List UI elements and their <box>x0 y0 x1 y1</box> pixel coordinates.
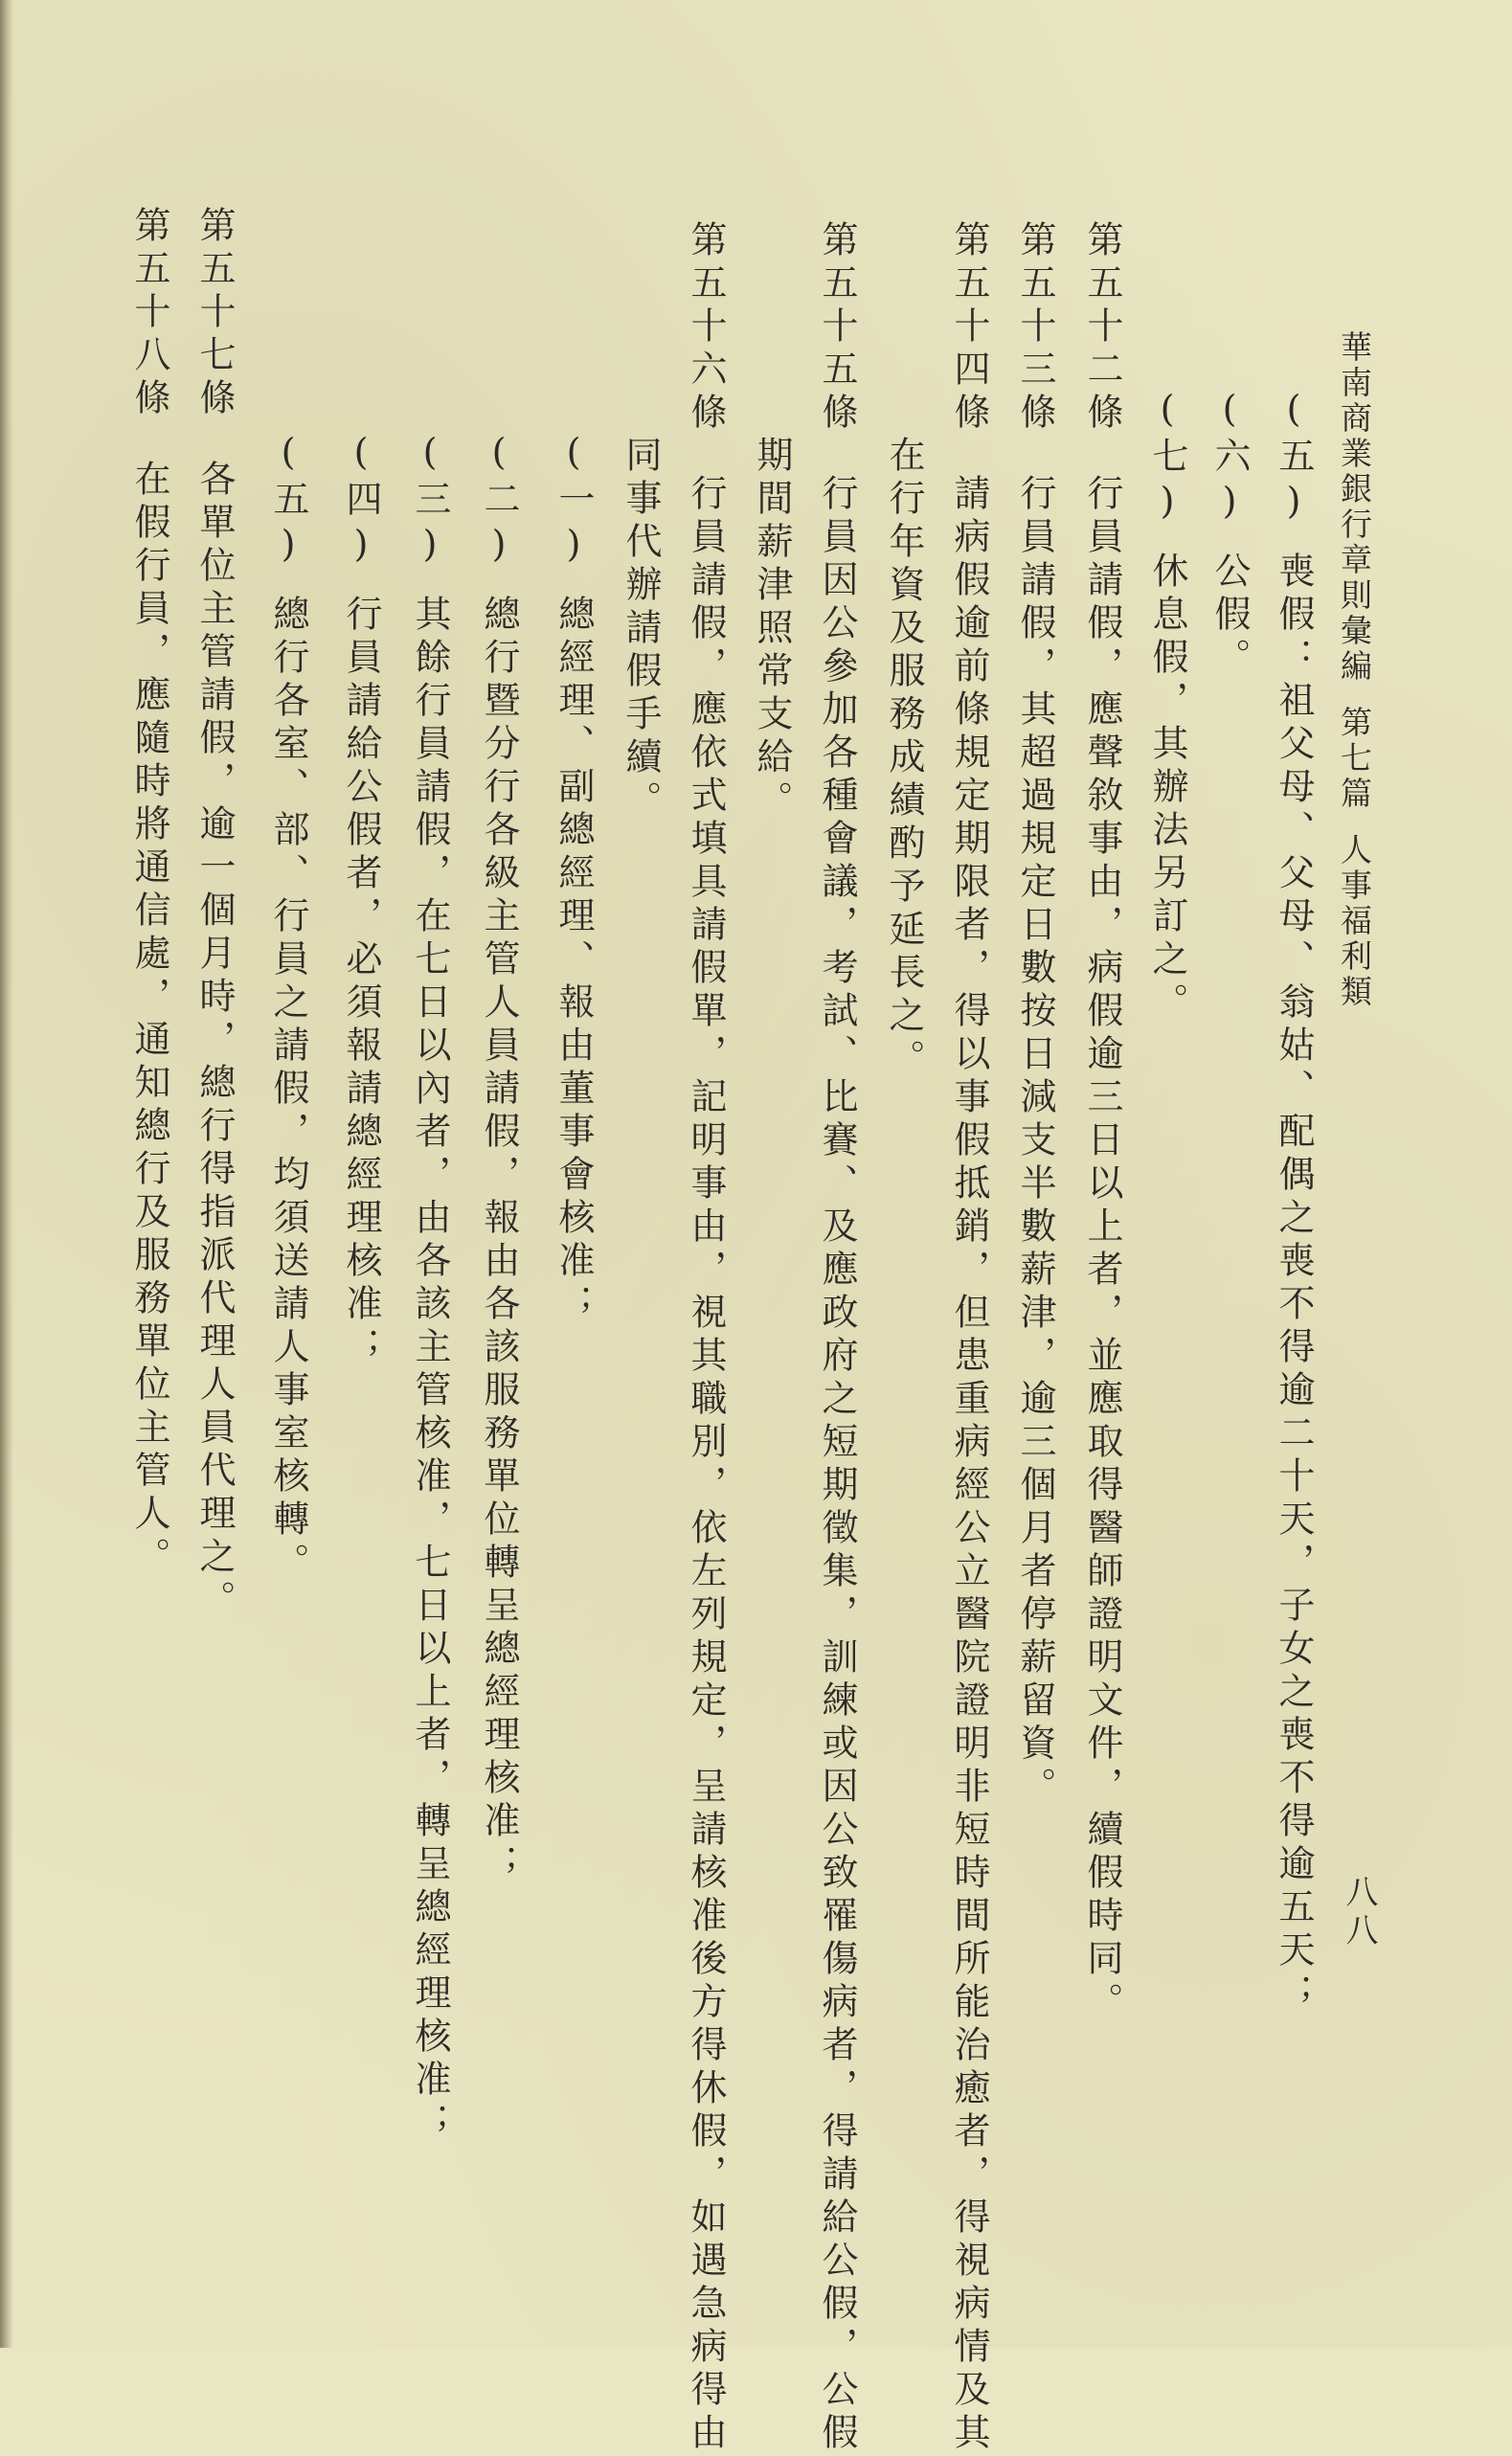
approval-item-4 <box>340 431 382 1370</box>
article-text: 行員請假，應聲敘事由，病假逾三日以上者，並應取得醫師證明文件，續假時同。 <box>1081 474 1123 2025</box>
article-number: 第五十三條 <box>1014 220 1056 436</box>
binding-edge <box>0 0 13 2348</box>
article-text: 在假行員，應隨時將通信處，通知總行及服務單位主管人。 <box>128 460 170 1580</box>
article-text: 行員請假，其超過規定日數按日減支半數薪津，逾三個月者停薪留資。 <box>1014 474 1056 1810</box>
approval-item-3 <box>409 431 451 2146</box>
item-number: (七) <box>1146 388 1188 529</box>
article-55 <box>816 220 858 2456</box>
item-text: 總行各室、部、行員之請假，均須送請人事室核轉。 <box>267 595 309 1586</box>
book-title: 華南商業銀行章則彙編 <box>1336 330 1373 685</box>
article-54-continued <box>883 436 925 1082</box>
running-header <box>1336 330 1373 1010</box>
article-text: 行員因公參加各種會議，考試、比賽、及應政府之短期徵集，訓練或因公致罹傷病者，得請給公假，公假 <box>816 474 858 2456</box>
article-56-continued <box>620 436 662 823</box>
item-text: 公假。 <box>1208 552 1251 681</box>
article-57 <box>193 206 236 1623</box>
article-53 <box>1014 220 1056 1810</box>
article-text: 請病假逾前條規定期限者，得以事假抵銷，但患重病經公立醫院證明非短時間所能治癒者，得視病情及其 <box>948 474 990 2456</box>
approval-item-1 <box>553 431 595 1327</box>
item-number: (六) <box>1208 388 1251 529</box>
item-number: (五) <box>267 431 309 572</box>
article-54 <box>948 220 990 2456</box>
item-text: 其餘行員請假，在七日以內者，由各該主管核准，七日以上者，轉呈總經理核准； <box>409 595 451 2146</box>
article-56 <box>685 220 727 2456</box>
section-label: 人事福利類 <box>1336 833 1373 1010</box>
article-text: 行員請假，應依式填具請假單，記明事由，視其職別，依左列規定，呈請核准後方得休假，如遇急病得由 <box>685 474 727 2456</box>
article-52 <box>1081 220 1123 2025</box>
item-text: 總經理、副總經理、報由董事會核准； <box>553 595 595 1327</box>
leave-item-6 <box>1208 388 1251 681</box>
item-text: 休息假，其辦法另訂之。 <box>1146 552 1188 1025</box>
item-text: 總行暨分行各級主管人員請假，報由各該服務單位轉呈總經理核准； <box>478 595 520 1887</box>
article-number: 第五十五條 <box>816 220 858 436</box>
item-text: 喪假：祖父母、父母、翁姑、配偶之喪不得逾二十天，子女之喪不得逾五天； <box>1273 552 1315 2017</box>
article-number: 第五十二條 <box>1081 220 1123 436</box>
leave-item-5 <box>1273 388 1315 2017</box>
article-58 <box>128 206 170 1580</box>
item-text: 行員請給公假者，必須報請總經理核准； <box>340 595 382 1370</box>
article-text: 在行年資及服務成績酌予延長之。 <box>883 436 925 1082</box>
article-55-continued <box>751 436 793 823</box>
article-number: 第五十四條 <box>948 220 990 436</box>
item-number: (四) <box>340 431 382 572</box>
item-number: (三) <box>409 431 451 572</box>
article-text: 同事代辦請假手續。 <box>620 436 662 823</box>
article-number: 第五十八條 <box>128 206 170 421</box>
approval-item-5 <box>267 431 309 1586</box>
leave-item-7 <box>1146 388 1188 1025</box>
item-number: (二) <box>478 431 520 572</box>
chapter-label: 第七篇 <box>1336 706 1373 812</box>
article-number: 第五十七條 <box>193 206 236 421</box>
page-number: 八八 <box>1340 1875 1378 1951</box>
item-number: (五) <box>1273 388 1315 529</box>
article-number: 第五十六條 <box>685 220 727 436</box>
article-text: 各單位主管請假，逾一個月時，總行得指派代理人員代理之。 <box>193 460 236 1623</box>
article-text: 期間薪津照常支給。 <box>751 436 793 823</box>
item-number: (一) <box>553 431 595 572</box>
approval-item-2 <box>478 431 520 1887</box>
